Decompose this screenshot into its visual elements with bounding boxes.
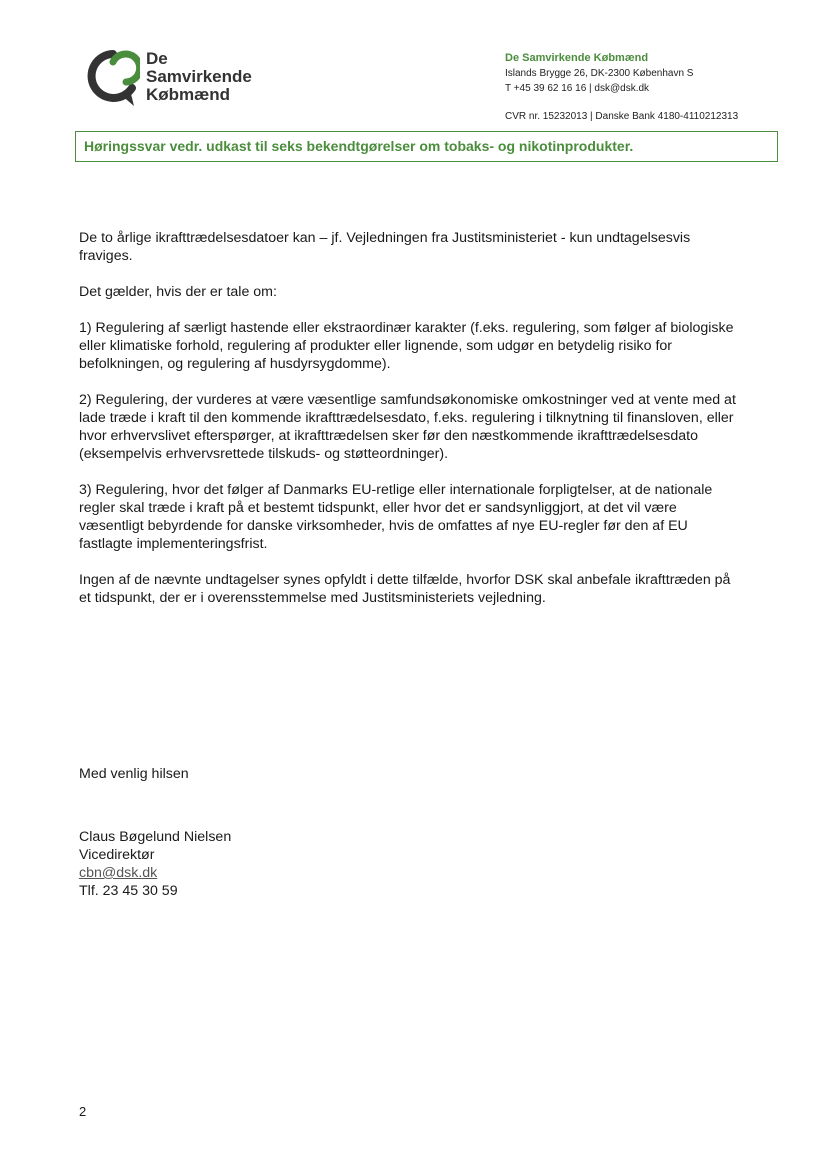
logo-mark-icon [86,48,140,108]
letter-body [79,229,741,625]
paragraph: De to årlige ikrafttrædelsesdatoer kan – jf. Vejledningen fra Justitsministeriet - kun undtagelsesvis fraviges. [79,230,691,264]
org-name: De Samvirkende Købmænd [505,52,649,64]
org-contact: T +45 39 62 16 16 | dsk@dsk.dk [505,83,650,94]
logo-word: Samvirkende [146,67,252,86]
signer-email-link[interactable]: cbn@dsk.dk [79,865,158,881]
logo-word: Købmænd [146,85,231,104]
paragraph: 3) Regulering, hvor det følger af Danmarks EU-retlige eller internationale forpligtelser, at de nationale regler skal træde i kraft på et bestemt tidspunkt, eller hvor det er sandsynliggjort, at det vil være væsentligt bebyrdende for danske virksomheder, hvis de omfattes af nye EU-regler før den af EU fastlagte implementeringsfrist. [79,482,713,552]
paragraph: 2) Regulering, der vurderes at være væsentlige samfundsøkonomiske omkostninger ved at vente med at lade træde i kraft til den kommende ikrafttrædelsesdato, f.eks. regulering i tilknytning til finansloven, eller hvor erhvervslivet efterspørger, at ikrafttrædelsen sker før den næstkommende ikrafttrædelsesdato (eksempelvis erhvervsrettede tilskuds- og støtteordninger). [79,392,736,462]
logo-word: De [146,49,168,68]
paragraph: Det gælder, hvis der er tale om: [79,284,277,300]
org-contact-block [505,51,738,124]
closing: Med venlig hilsen [79,766,189,782]
subject-box: Høringssvar vedr. udkast til seks bekendtgørelser om tobaks- og nikotinprodukter. [75,131,778,162]
signer-title: Vicedirektør [79,847,155,863]
org-address: Islands Brygge 26, DK-2300 København S [505,68,694,79]
page-number: 2 [79,1104,87,1119]
logo-wordmark [146,50,252,104]
paragraph: Ingen af de nævnte undtagelser synes opfyldt i dette tilfælde, hvorfor DSK skal anbefale ikrafttræden på et tidspunkt, der er i overensstemmelse med Justitsministeriets vejledning. [79,572,731,606]
signer-name: Claus Bøgelund Nielsen [79,829,232,845]
signer-phone: Tlf. 23 45 30 59 [79,883,178,899]
signature-block [79,828,231,900]
logo [86,48,286,110]
paragraph: 1) Regulering af særligt hastende eller ekstraordinær karakter (f.eks. regulering, som følger af biologiske eller klimatiske forhold, regulering af produkter eller lignende, som udgør en betydelig risiko for befolkningen, og regulering af husdyrsygdomme). [79,320,734,372]
org-registry: CVR nr. 15232013 | Danske Bank 4180-4110212313 [505,111,739,122]
